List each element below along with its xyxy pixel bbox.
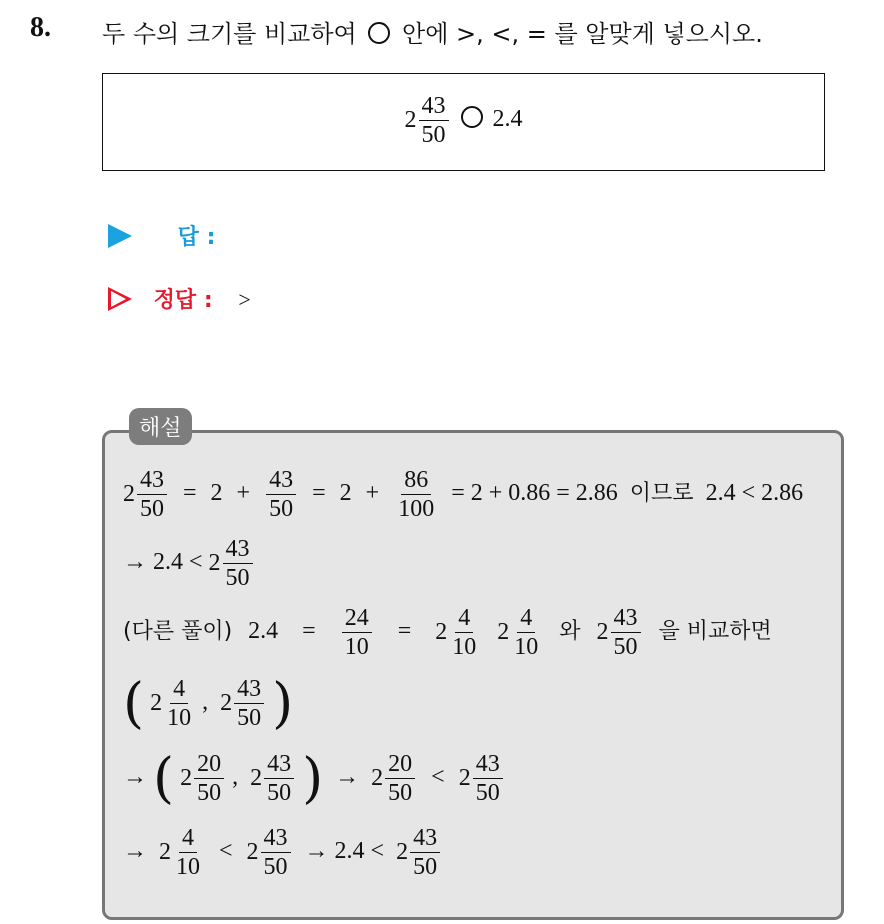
denominator: 10: [176, 854, 200, 880]
fraction: [611, 604, 641, 661]
whole: 2: [123, 481, 135, 507]
expression-text: = 2 + 0.86 = 2.86: [451, 480, 618, 507]
fraction: [164, 675, 194, 732]
play-arrow-icon: [108, 224, 132, 248]
mixed-number: [250, 750, 296, 807]
explanation-tag: 해설: [129, 408, 192, 445]
correct-answer-label: 정답 :: [153, 288, 213, 313]
numerator: 43: [137, 466, 167, 495]
whole: 2: [159, 839, 171, 865]
denominator: 10: [452, 634, 477, 660]
whole: 2: [458, 765, 471, 791]
mixed-number: [220, 675, 266, 732]
denominator: 10: [167, 705, 192, 731]
outline-arrow-icon: [108, 287, 132, 311]
answer-blank-circle-icon[interactable]: [461, 106, 483, 128]
answer-label: 답 :: [177, 225, 216, 250]
denominator: 50: [225, 565, 250, 591]
mixed-number: [497, 604, 543, 661]
blank-circle-icon: [368, 22, 390, 44]
explanation-line-5: [123, 746, 505, 810]
plus: +: [236, 480, 251, 507]
mixed-number: [150, 675, 196, 732]
correct-answer-value: >: [238, 287, 251, 312]
fraction: [137, 466, 167, 523]
problem-expression: [103, 92, 824, 149]
denominator: 50: [475, 780, 500, 806]
numerator: 43: [473, 750, 503, 779]
denominator: 50: [269, 496, 294, 522]
fraction: [261, 824, 291, 881]
whole: 2: [220, 690, 233, 716]
numerator: 43: [410, 824, 440, 853]
numerator: 4: [455, 604, 473, 633]
whole: 2: [596, 619, 609, 645]
comma: ,: [202, 689, 209, 716]
explanation-line-1: [123, 466, 803, 523]
whole: 2: [150, 690, 163, 716]
left-paren: (: [153, 746, 175, 810]
question-number: 8.: [30, 12, 51, 43]
denominator: 10: [514, 634, 539, 660]
arrow-expression: → 2.4 <: [123, 549, 203, 576]
fraction: [234, 675, 264, 732]
numerator: 24: [342, 604, 372, 633]
arrow: →: [123, 764, 147, 791]
equals: =: [312, 480, 326, 507]
fraction: [473, 750, 503, 807]
denominator: 50: [388, 780, 413, 806]
explanation-line-2: [123, 535, 255, 592]
equals: =: [183, 480, 197, 507]
whole: 2: [250, 765, 263, 791]
numerator: 20: [194, 750, 224, 779]
korean-text: 이므로: [629, 481, 694, 507]
mixed-number: [123, 466, 169, 523]
denominator: 50: [237, 705, 262, 731]
answer-row: [108, 220, 215, 251]
numerator: 20: [385, 750, 415, 779]
fraction: [410, 824, 440, 881]
korean-text: 을 비교하면: [658, 619, 772, 645]
less-than: <: [219, 838, 233, 865]
comma: ,: [232, 764, 239, 791]
problem-box: [102, 73, 825, 171]
numerator: 43: [234, 675, 264, 704]
whole: 2: [396, 839, 409, 865]
problem-compare-value: 2.4: [492, 106, 523, 133]
numerator: 43: [266, 466, 296, 495]
fraction: [511, 604, 541, 661]
plus: +: [365, 480, 380, 507]
problem-whole: 2: [404, 107, 417, 133]
fraction: [264, 750, 294, 807]
denominator: 50: [197, 780, 222, 806]
equals: =: [302, 618, 316, 645]
equals: =: [397, 618, 412, 645]
whole: 2: [435, 619, 448, 645]
fraction: [266, 466, 296, 523]
explanation-line-3: [123, 604, 772, 661]
mixed-number: [180, 750, 226, 807]
mixed-number: [247, 824, 293, 881]
fraction: [223, 535, 253, 592]
numerator: 43: [223, 535, 253, 564]
right-paren: ): [272, 671, 294, 735]
numerator: 4: [170, 675, 188, 704]
denominator: 50: [413, 854, 438, 880]
korean-text: (다른 풀이): [123, 619, 233, 645]
fraction: [173, 824, 203, 881]
mixed-number: [159, 824, 205, 881]
denominator: 50: [263, 854, 288, 880]
fraction: [395, 466, 437, 523]
whole: 2: [180, 765, 193, 791]
fraction: [342, 604, 372, 661]
problem-numerator: 43: [419, 92, 449, 121]
whole: 2: [208, 550, 221, 576]
denominator: 10: [344, 634, 369, 660]
arrow: →: [335, 764, 360, 791]
denominator: 50: [613, 634, 638, 660]
problem-mixed-number: [405, 92, 451, 149]
problem-denominator: 50: [421, 122, 446, 148]
less-than: <: [431, 764, 445, 791]
fraction: [385, 750, 415, 807]
arrow-expression: → 2.4 <: [304, 838, 385, 865]
whole: 2: [371, 765, 384, 791]
explanation-line-6: [123, 824, 442, 881]
whole: 2: [246, 839, 259, 865]
left-paren: (: [123, 671, 145, 735]
right-paren: ): [302, 746, 324, 810]
denominator: 100: [398, 496, 435, 522]
question-text: [102, 14, 763, 49]
mixed-number: [459, 750, 505, 807]
numerator: 4: [517, 604, 535, 633]
fraction: [449, 604, 479, 661]
mixed-number: [209, 535, 255, 592]
mixed-number: [435, 604, 481, 661]
explanation-line-4: [123, 671, 294, 735]
numerator: 4: [179, 824, 197, 853]
arrow: →: [123, 838, 147, 865]
conclusion: 2.4 < 2.86: [705, 480, 804, 507]
problem-fraction: [419, 92, 449, 149]
numerator: 43: [261, 824, 291, 853]
value: 2.4: [248, 618, 279, 645]
question-text-after: 안에 >, <, = 를 알맞게 넣으시오.: [402, 20, 763, 48]
correct-answer-row: [108, 283, 251, 314]
whole: 2: [497, 619, 510, 645]
fraction: [194, 750, 224, 807]
mixed-number: [597, 604, 643, 661]
mixed-number: [396, 824, 442, 881]
numerator: 86: [401, 466, 431, 495]
numerator: 43: [264, 750, 294, 779]
mixed-number: [371, 750, 417, 807]
question-text-before: 두 수의 크기를 비교하여: [102, 20, 357, 48]
term: 2: [210, 480, 223, 507]
korean-text: 와: [559, 619, 581, 645]
denominator: 50: [140, 496, 164, 522]
term: 2: [339, 480, 352, 507]
denominator: 50: [267, 780, 292, 806]
numerator: 43: [611, 604, 641, 633]
